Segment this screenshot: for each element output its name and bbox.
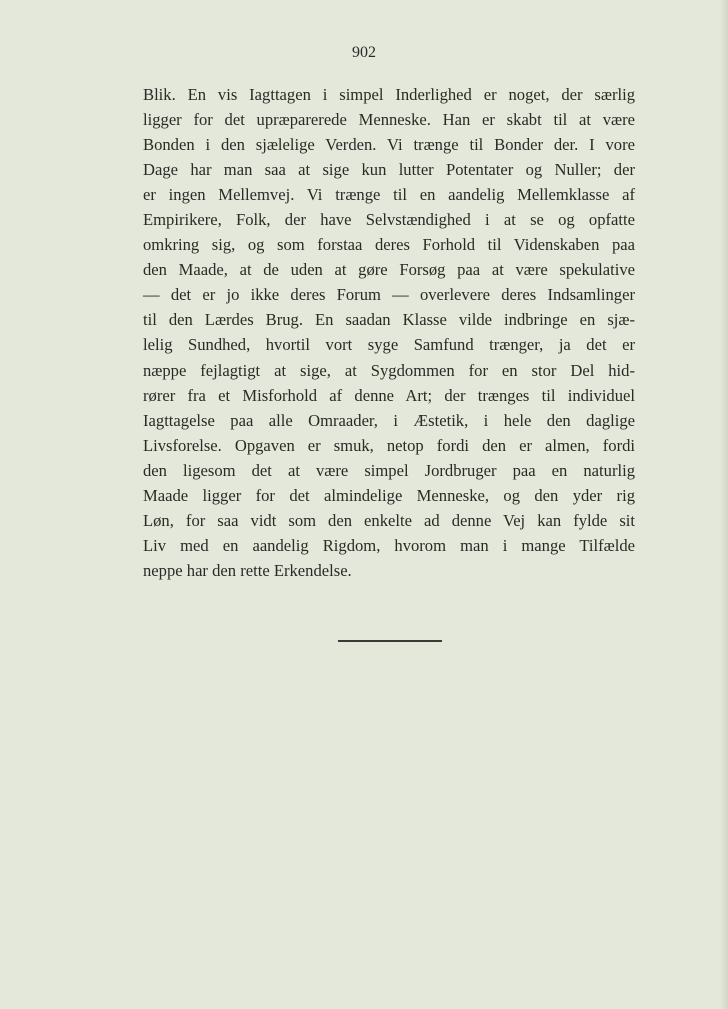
text-line: lelig Sundhed, hvortil vort syge Samfund trænger, ja det er (143, 335, 635, 355)
page-number: 902 (352, 44, 376, 61)
page-edge-shadow (720, 0, 728, 1009)
text-line: omkring sig, og som forstaa deres Forhold til Videnskaben paa (143, 235, 635, 255)
text-line: rører fra et Misforhold af denne Art; der trænges til individuel (143, 385, 635, 405)
text-line: ligger for det upræparerede Menneske. Han er skabt til at være (143, 110, 635, 130)
text-line: Liv med en aandelig Rigdom, hvorom man i mange Tilfælde (143, 535, 635, 555)
text-line: Empirikere, Folk, der have Selvstændighed i at se og opfatte (143, 210, 635, 230)
text-line: Bonden i den sjælelige Verden. Vi trænge til Bonder der. I vore (143, 135, 635, 155)
text-line: Dage har man saa at sige kun lutter Potentater og Nuller; der (143, 160, 635, 180)
body-text (143, 82, 635, 583)
text-line: er ingen Mellemvej. Vi trænge til en aandelig Mellemklasse af (143, 185, 635, 205)
text-line: til den Lærdes Brug. En saadan Klasse vilde indbringe en sjæ- (143, 310, 635, 330)
text-line: Maade ligger for det almindelige Menneske, og den yder rig (143, 485, 635, 505)
section-end-rule (338, 640, 442, 642)
text-line: den Maade, at de uden at gøre Forsøg paa at være spekulative (143, 260, 635, 280)
text-line: næppe fejlagtigt at sige, at Sygdommen for en stor Del hid- (143, 360, 635, 380)
text-line: — det er jo ikke deres Forum — overlevere deres Indsamlinger (143, 285, 635, 305)
text-line: neppe har den rette Erkendelse. (143, 560, 352, 580)
text-line: den ligesom det at være simpel Jordbruger paa en naturlig (143, 460, 635, 480)
text-line: Blik. En vis Iagttagen i simpel Inderlighed er noget, der særlig (143, 85, 635, 104)
text-line: Løn, for saa vidt som den enkelte ad denne Vej kan fylde sit (143, 510, 635, 530)
text-line: Livsforelse. Opgaven er smuk, netop fordi den er almen, fordi (143, 435, 635, 455)
text-line: Iagttagelse paa alle Omraader, i Æstetik, i hele den daglige (143, 410, 635, 430)
